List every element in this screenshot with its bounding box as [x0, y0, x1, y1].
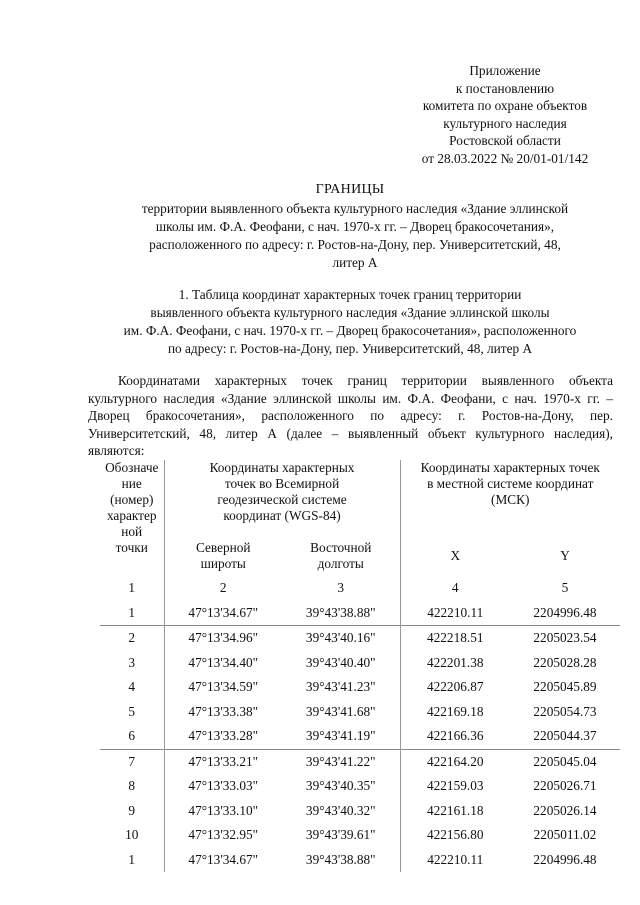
table-row: [100, 774, 620, 799]
point-cell: 6: [100, 724, 164, 749]
header-latitude: Северной широты: [195, 540, 251, 571]
x-cell: 422164.20: [400, 749, 510, 774]
y-cell: 2205045.89: [533, 679, 597, 695]
y-cell: 2205045.04: [510, 749, 620, 774]
subtitle-line: территории выявленного объекта культурного наследия «Здание эллинской: [141, 201, 569, 216]
subtitle-line: литер А: [332, 255, 378, 270]
x-cell: 422161.18: [426, 802, 484, 818]
table-row: [100, 675, 620, 700]
point-cell: 8: [100, 774, 164, 799]
column-number: 1: [100, 576, 164, 601]
y-cell: 2205026.14: [533, 802, 597, 818]
caption-line: выявленного объекта культурного наследия «Здание эллинской школы: [150, 305, 550, 320]
y-cell: 2205028.28: [533, 654, 597, 670]
table-row: [100, 799, 620, 824]
caption-line: 1. Таблица координат характерных точек границ территории: [178, 287, 522, 302]
x-cell: 422210.11: [427, 604, 484, 620]
point-cell: 1: [100, 848, 164, 873]
longitude-cell: 39°43'39.61": [282, 823, 400, 848]
longitude-cell: 39°43'40.35": [282, 774, 400, 799]
appendix-line: от 28.03.2022 № 20/01-01/142: [421, 150, 589, 166]
appendix-line: комитета по охране объектов: [422, 98, 588, 113]
longitude-cell: 39°43'41.22": [282, 749, 400, 774]
latitude-cell: 47°13'34.67": [188, 604, 259, 620]
latitude-cell: 47°13'33.21": [164, 749, 282, 774]
longitude-cell: 39°43'40.32": [282, 799, 400, 824]
table-subheader-row: [100, 536, 620, 576]
latitude-cell: 47°13'34.40": [188, 654, 259, 670]
point-cell: 10: [100, 823, 164, 848]
x-cell: 422159.03: [426, 778, 484, 794]
column-number-row: [100, 576, 620, 601]
table-row: [100, 823, 620, 848]
latitude-cell: 47°13'34.59": [188, 679, 259, 695]
header-x: X: [450, 548, 461, 563]
longitude-cell: 39°43'38.88": [282, 848, 400, 873]
latitude-cell: 47°13'33.28": [188, 728, 259, 744]
column-number: 2: [219, 580, 227, 596]
point-cell: 3: [100, 651, 164, 676]
appendix-block: [392, 62, 618, 167]
x-cell: 422218.51: [400, 626, 510, 651]
appendix-line: Приложение: [469, 63, 541, 78]
table-row: [100, 724, 620, 749]
y-cell: 2205011.02: [533, 827, 597, 843]
x-cell: 422169.18: [426, 703, 484, 719]
longitude-cell: 39°43'41.23": [282, 675, 400, 700]
caption-line: им. Ф.А. Феофани, с нач. 1970-х гг. – Дворец бракосочетания», расположенного: [123, 323, 577, 338]
y-cell: 2205026.71: [533, 778, 597, 794]
appendix-line: к постановлению: [455, 80, 555, 96]
table-row: [100, 749, 620, 774]
point-cell: 4: [100, 675, 164, 700]
point-cell: 7: [100, 749, 164, 774]
header-point: Обозначе ние (номер) характер ной точки: [100, 460, 164, 576]
header-msk: Координаты характерных точек в местной системе координат (МСК): [420, 460, 600, 507]
intro-paragraph: Координатами характерных точек границ территории выявленного объекта культурного наследия «Здание эллинской школы им. Ф.А. Феофани, с нач. 1970-х гг. – Дворец бракосочетания», расположенного по адресу: г. Ростов-на-Дону, пер. Университетский, 48, литер А (далее – выявленный объект культурного наследия), являются:: [88, 373, 613, 458]
subtitle-line: школы им. Ф.А. Феофани, с нач. 1970-х гг. – Дворец бракосочетания»,: [155, 219, 555, 234]
table-header-row: [100, 460, 620, 536]
x-cell: 422210.11: [427, 851, 484, 867]
appendix-line: культурного наследия: [443, 115, 567, 131]
table-caption: [80, 286, 620, 358]
latitude-cell: 47°13'33.10": [188, 802, 259, 818]
x-cell: 422156.80: [426, 827, 484, 843]
point-cell: 9: [100, 799, 164, 824]
y-cell: 2205023.54: [510, 626, 620, 651]
longitude-cell: 39°43'38.88": [282, 601, 400, 626]
x-cell: 422206.87: [426, 679, 484, 695]
latitude-cell: 47°13'32.95": [188, 827, 259, 843]
document-subtitle: [60, 200, 640, 272]
document-title: ГРАНИЦЫ: [315, 182, 385, 197]
column-number: 4: [451, 580, 459, 596]
header-longitude: Восточной долготы: [282, 536, 400, 576]
table-row: [100, 700, 620, 725]
y-cell: 2205054.73: [533, 703, 597, 719]
appendix-line: Ростовской области: [449, 133, 561, 148]
header-y: Y: [560, 548, 570, 563]
point-cell: 5: [100, 700, 164, 725]
latitude-cell: 47°13'33.38": [188, 703, 259, 719]
longitude-cell: 39°43'40.40": [282, 651, 400, 676]
longitude-cell: 39°43'40.16": [282, 626, 400, 651]
y-cell: 2204996.48: [533, 851, 597, 867]
caption-line: по адресу: г. Ростов-на-Дону, пер. Университетский, 48, литер А: [167, 341, 533, 356]
column-number: 3: [282, 576, 400, 601]
latitude-cell: 47°13'33.03": [188, 778, 259, 794]
table-row: [100, 651, 620, 676]
longitude-cell: 39°43'41.68": [282, 700, 400, 725]
header-wgs: Координаты характерных точек во Всемирной геодезической системе координат (WGS-84): [164, 460, 400, 536]
point-cell: 2: [100, 626, 164, 651]
table-row: [100, 626, 620, 651]
point-cell: 1: [100, 601, 164, 626]
latitude-cell: 47°13'34.96": [164, 626, 282, 651]
coordinates-table: [100, 460, 620, 872]
y-cell: 2204996.48: [533, 604, 597, 620]
table-row: [100, 601, 620, 626]
longitude-cell: 39°43'41.19": [282, 724, 400, 749]
latitude-cell: 47°13'34.67": [188, 851, 259, 867]
subtitle-line: расположенного по адресу: г. Ростов-на-Дону, пер. Университетский, 48,: [149, 237, 561, 252]
table-row: [100, 848, 620, 873]
x-cell: 422201.38: [426, 654, 484, 670]
y-cell: 2205044.37: [533, 728, 597, 744]
x-cell: 422166.36: [426, 728, 484, 744]
column-number: 5: [561, 580, 569, 596]
